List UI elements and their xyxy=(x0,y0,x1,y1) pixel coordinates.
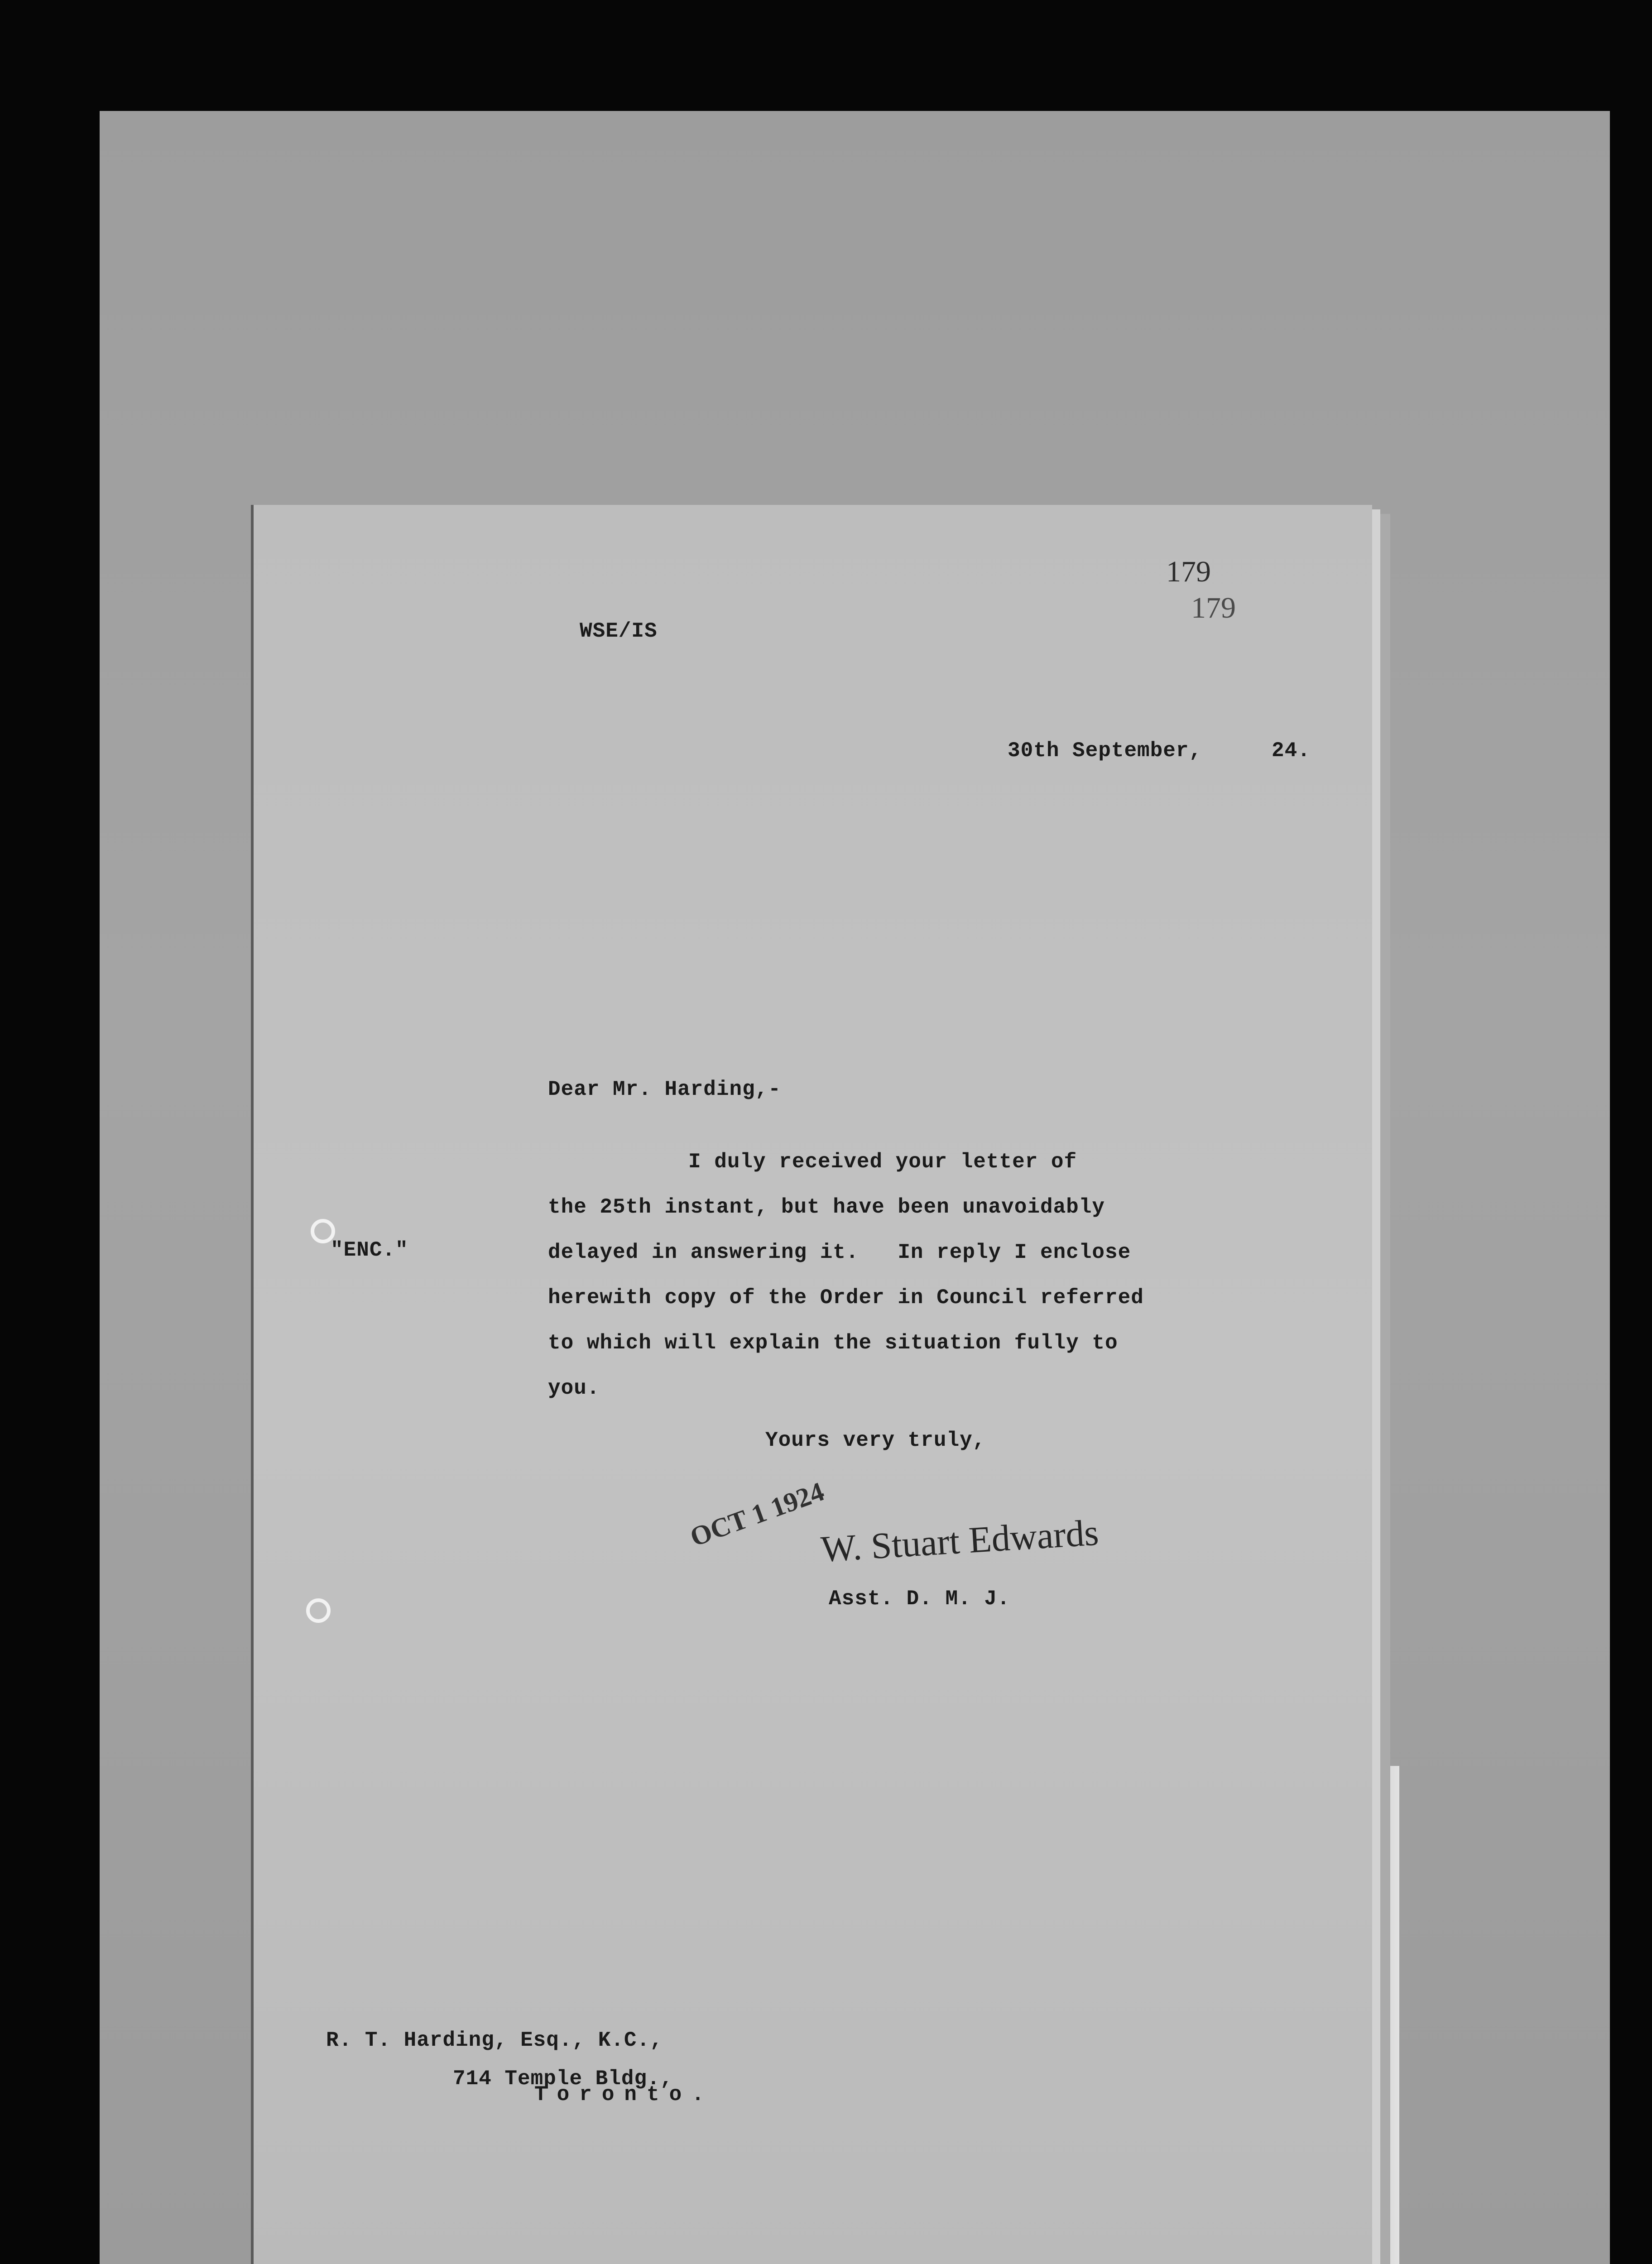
body-line: to which will explain the situation fully to xyxy=(548,1331,1118,1355)
letter-date: 30th September, xyxy=(1008,739,1202,763)
received-date-stamp: OCT 1 1924 xyxy=(686,1476,828,1552)
body-line: delayed in answering it. In reply I enclose xyxy=(548,1241,1131,1264)
folio-number-duplicate: 179 xyxy=(1191,591,1236,624)
closing: Yours very truly, xyxy=(765,1429,986,1452)
addressee-street: 714 Temple Bldg., xyxy=(453,2067,673,2091)
addressee-city: Toronto. xyxy=(534,2083,714,2106)
enclosure-note: "ENC." xyxy=(331,1238,408,1262)
letter-year: 24. xyxy=(1272,739,1311,763)
punch-hole xyxy=(311,1219,335,1243)
signatory-title: Asst. D. M. J. xyxy=(829,1587,1010,1611)
salutation: Dear Mr. Harding,- xyxy=(548,1078,781,1101)
folio-number: 179 xyxy=(1166,555,1211,588)
addressee-name: R. T. Harding, Esq., K.C., xyxy=(326,2029,663,2052)
punch-hole xyxy=(306,1598,331,1623)
body-line: I duly received your letter of xyxy=(688,1150,1077,1174)
signature-stamp: W. Stuart Edwards xyxy=(820,1511,1100,1570)
body-line: herewith copy of the Order in Council referred xyxy=(548,1286,1144,1309)
letter-sheet xyxy=(254,505,1372,2264)
body-line: you. xyxy=(548,1377,600,1400)
reference-code: WSE/IS xyxy=(580,619,658,643)
body-line: the 25th instant, but have been unavoidably xyxy=(548,1195,1105,1219)
